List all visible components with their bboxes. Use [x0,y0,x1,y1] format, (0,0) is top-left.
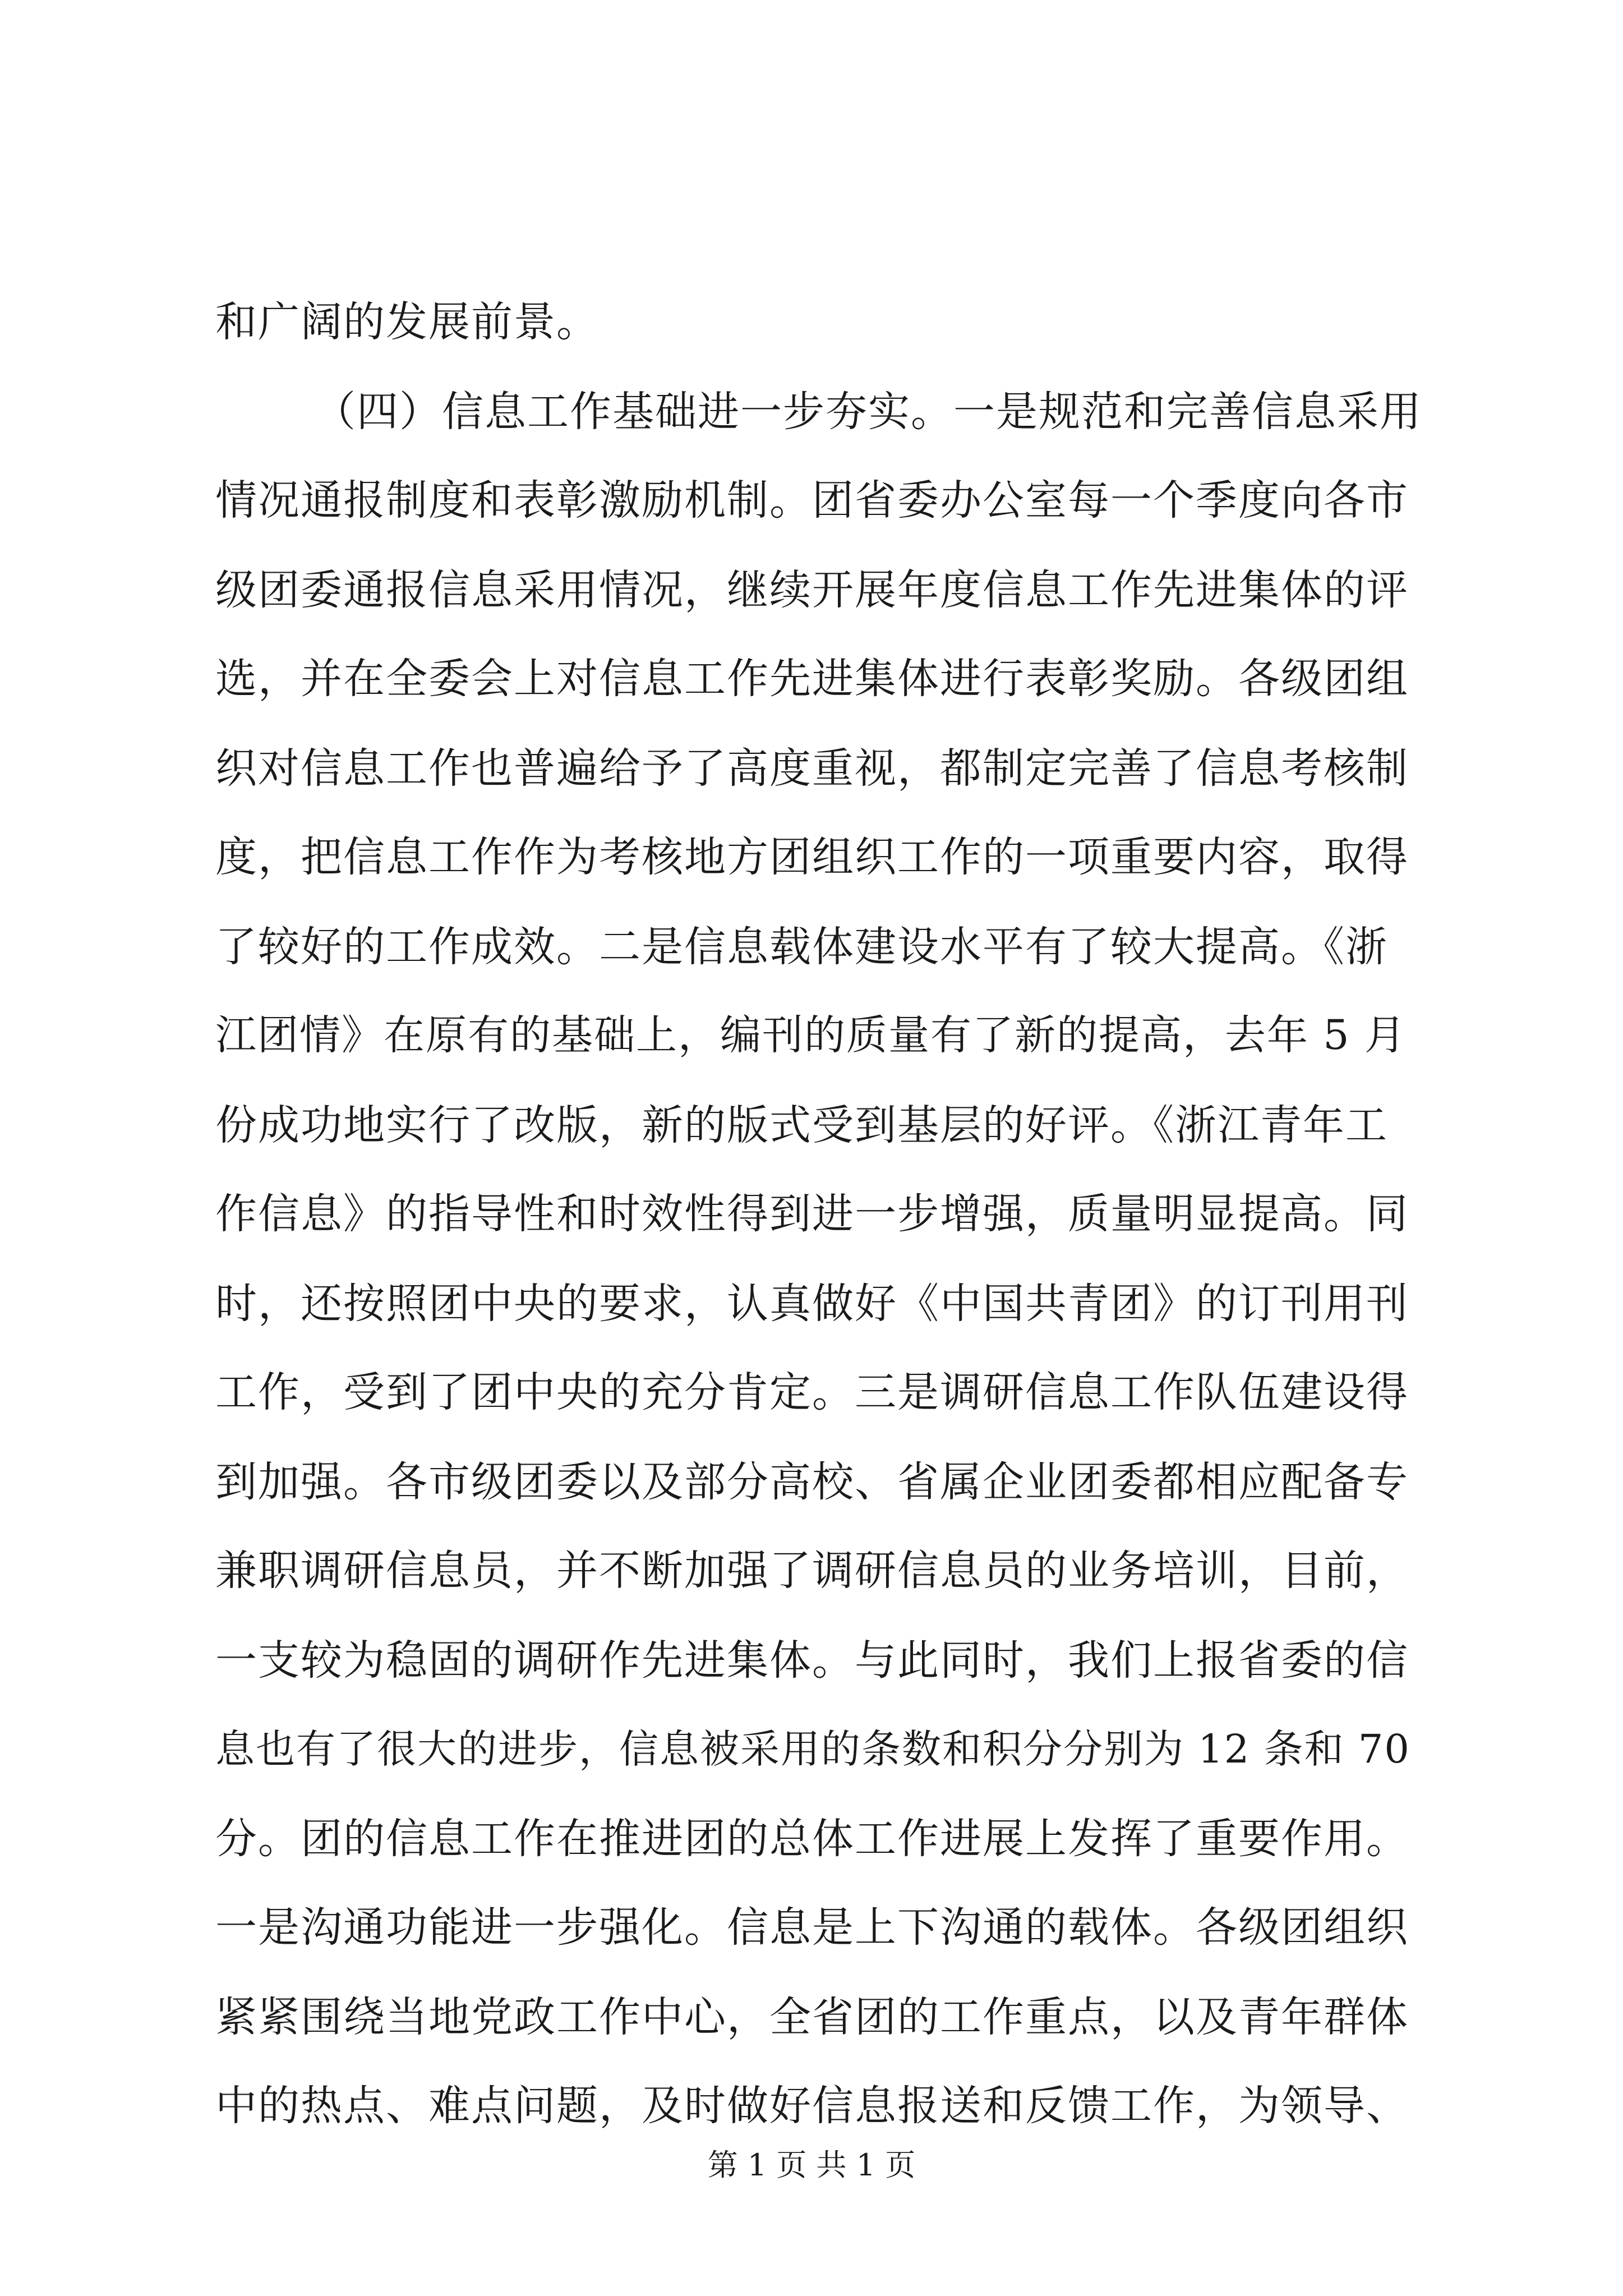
text-line: 情况通报制度和表彰激励机制。团省委办公室每一个季度向各市 [215,476,1409,524]
text-line: 度，把信息工作作为考核地方团组织工作的一项重要内容，取得 [215,833,1409,881]
text-line: 分。团的信息工作在推进团的总体工作进展上发挥了重要作用。 [215,1815,1409,1863]
text-line: 工作，受到了团中央的充分肯定。三是调研信息工作队伍建设得 [215,1368,1409,1416]
text-line: 级团委通报信息采用情况，继续开展年度信息工作先进集体的评 [215,566,1409,614]
text-line: 到加强。各市级团委以及部分高校、省属企业团委都相应配备专 [215,1458,1409,1506]
page-footer: 第 1 页 共 1 页 [707,2147,916,2183]
text-line: 选，并在全委会上对信息工作先进集体进行表彰奖励。各级团组 [215,655,1409,703]
text-line: 息也有了很大的进步，信息被采用的条数和积分分别为 12 条和 70 [215,1726,1410,1772]
text-line: 一支较为稳固的调研作先进集体。与此同时，我们上报省委的信 [215,1636,1409,1685]
text-line: 兼职调研信息员，并不断加强了调研信息员的业务培训，目前， [215,1547,1409,1595]
text-line: 江团情》在原有的基础上，编刊的质量有了新的提高，去年 5 月 [215,1011,1407,1059]
text-line: 织对信息工作也普遍给予了高度重视，都制定完善了信息考核制 [215,744,1409,793]
text-line: （四）信息工作基础进一步夯实。一是规范和完善信息采用 [314,388,1422,436]
text-line: 紧紧围绕当地党政工作中心，全省团的工作重点，以及青年群体 [215,1993,1409,2041]
text-line: 和广阔的发展前景。 [215,298,599,346]
text-line: 份成功地实行了改版，新的版式受到基层的好评。《浙江青年工 [215,1101,1388,1149]
text-line: 作信息》的指导性和时效性得到进一步增强，质量明显提高。同 [215,1190,1409,1238]
text-line: 时，还按照团中央的要求，认真做好《中国共青团》的订刊用刊 [215,1280,1409,1328]
text-line: 一是沟通功能进一步强化。信息是上下沟通的载体。各级团组织 [215,1903,1409,1952]
text-line: 了较好的工作成效。二是信息载体建设水平有了较大提高。《浙 [215,923,1388,971]
text-line: 中的热点、难点问题，及时做好信息报送和反馈工作，为领导、 [215,2082,1409,2130]
